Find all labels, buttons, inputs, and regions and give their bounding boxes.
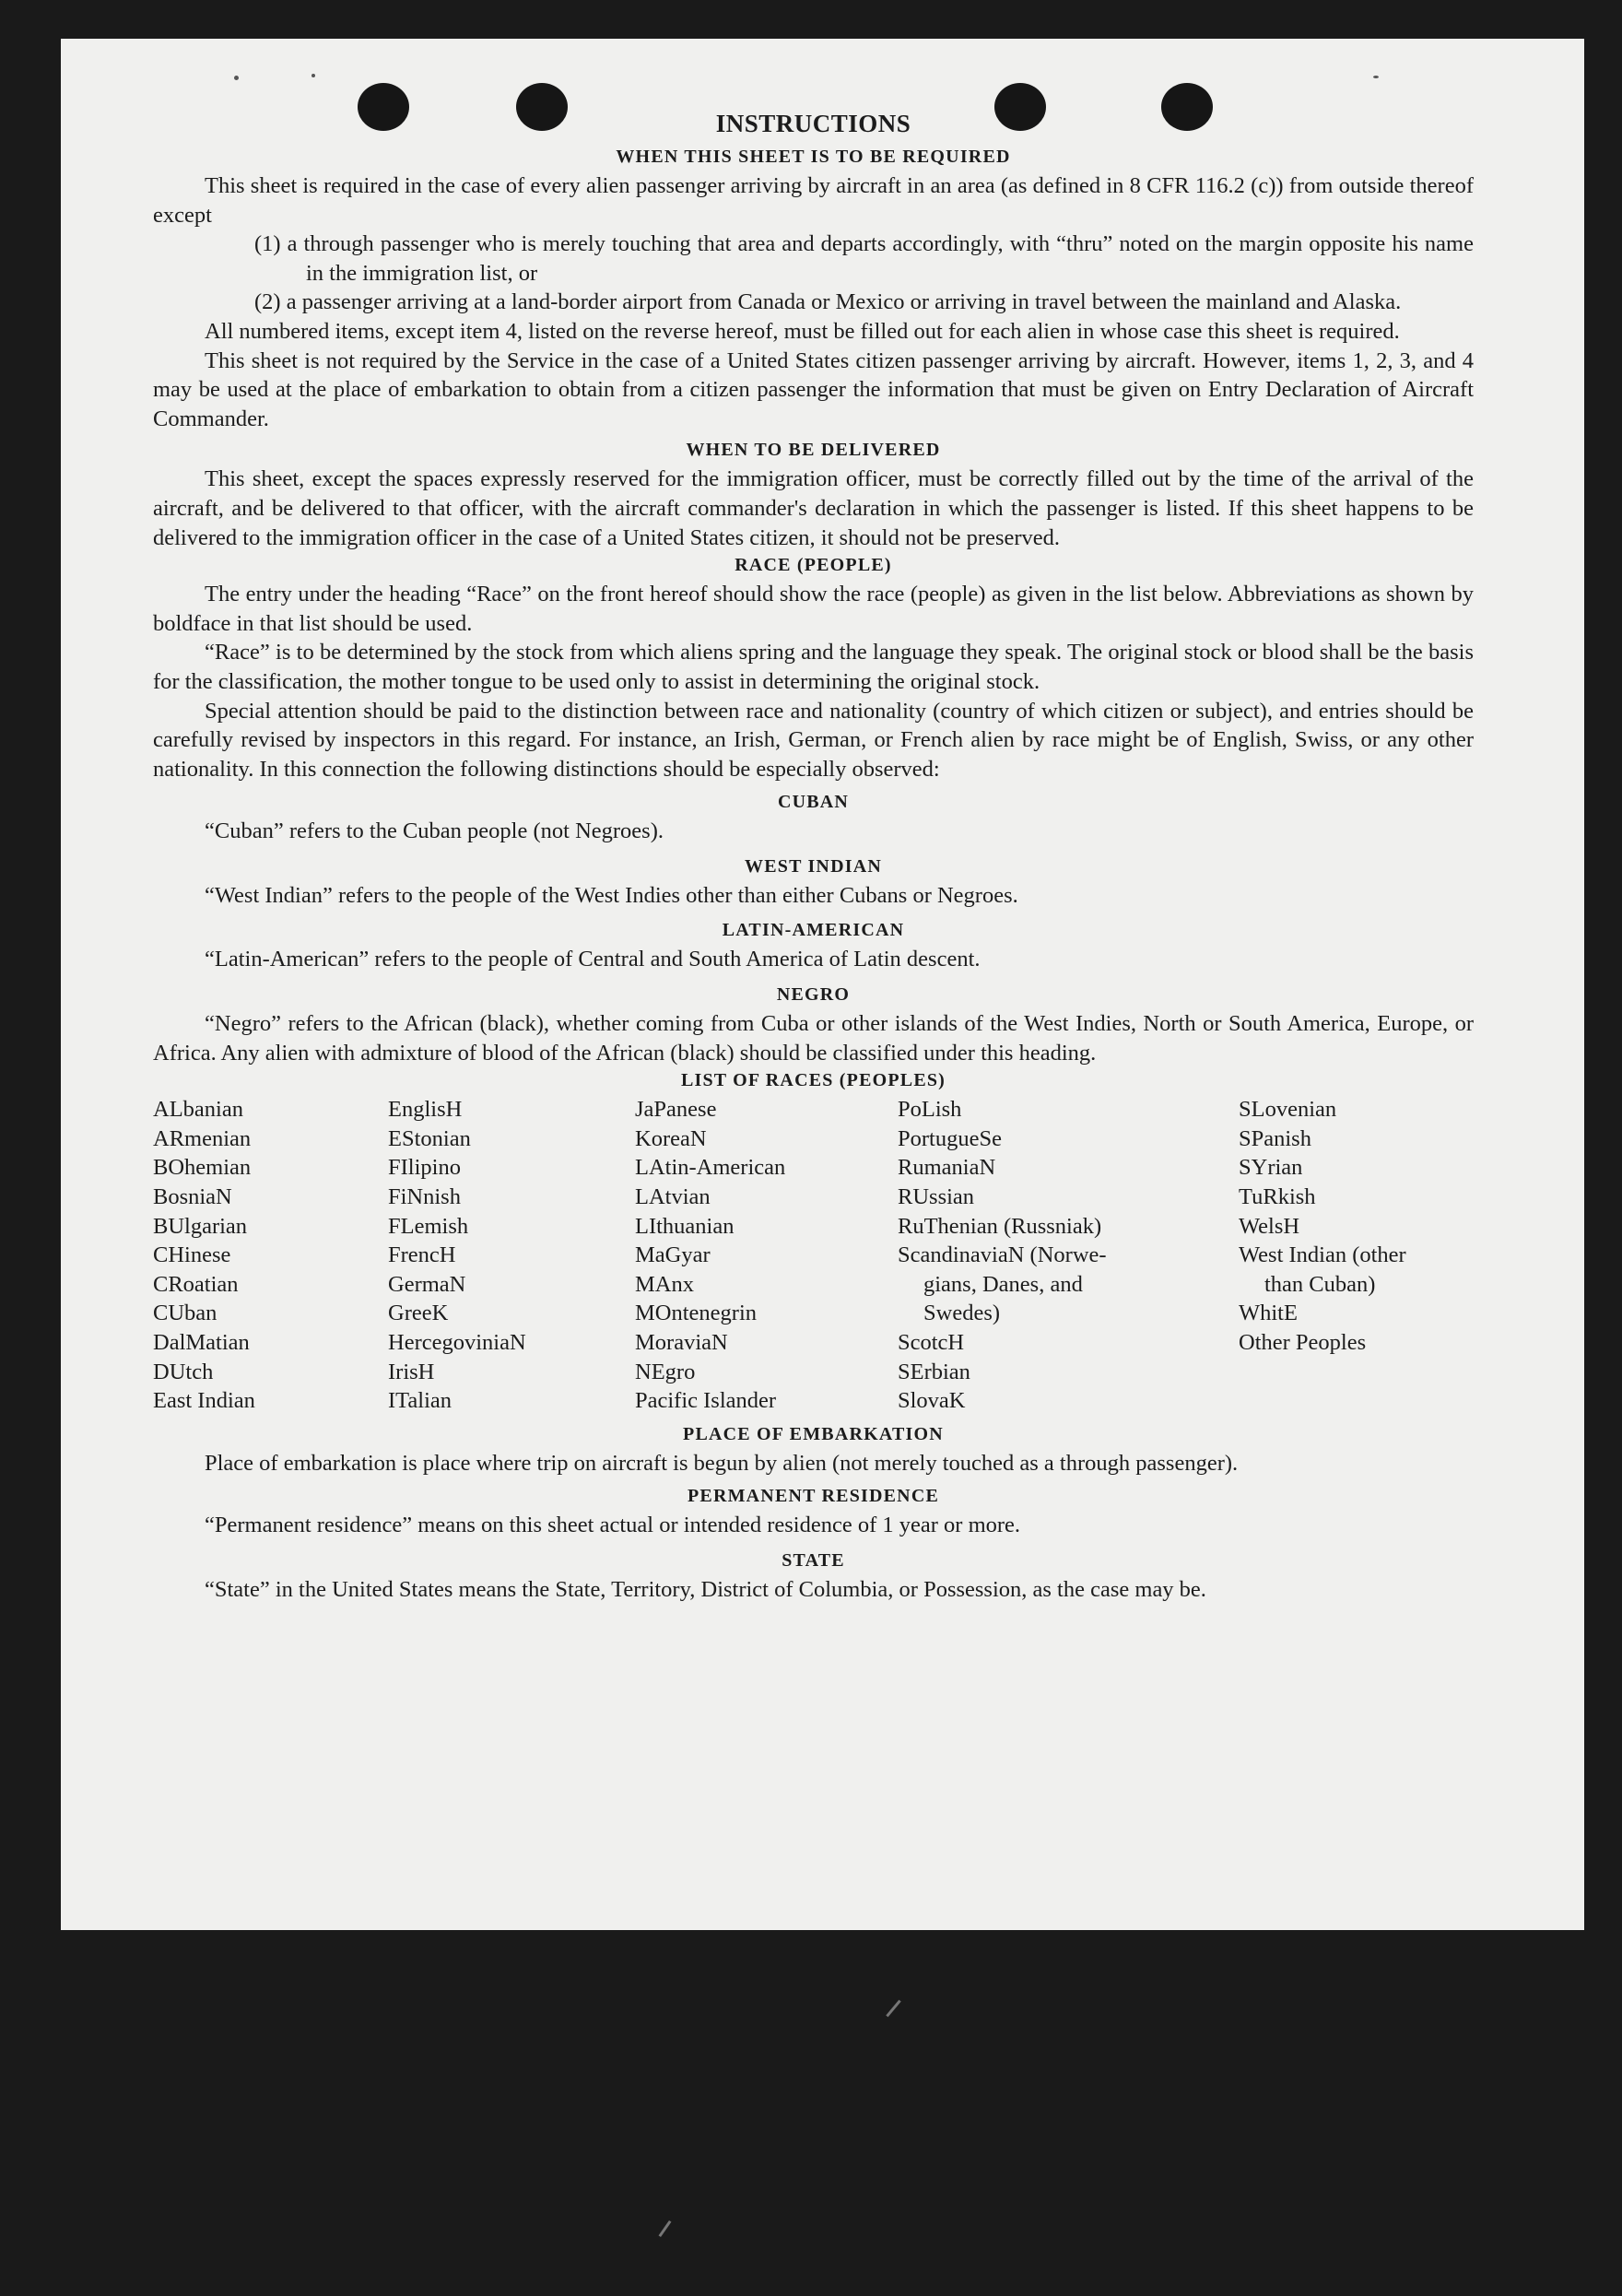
race-item: gians, Danes, and — [923, 1271, 1083, 1297]
races-column — [635, 1095, 898, 1416]
race-item: GermaN — [388, 1271, 466, 1297]
races-column — [898, 1095, 1239, 1416]
races-column — [1239, 1095, 1474, 1416]
race-item: than Cuban) — [1264, 1271, 1376, 1297]
paragraph: “West Indian” refers to the people of the West Indies other than either Cubans or Negroes. — [205, 882, 1018, 908]
races-column — [388, 1095, 635, 1416]
race-item: SlovaK — [898, 1388, 966, 1414]
speck — [234, 76, 239, 80]
race-item: Pacific Islander — [635, 1388, 777, 1414]
numbered-item: (1) a through passenger who is merely touching that area and departs accordingly, with “thru” noted on the margin opposite his name in the immigration list, or — [254, 231, 1474, 286]
race-item: CHinese — [153, 1242, 231, 1268]
races-column — [153, 1095, 388, 1416]
race-item: ALbanian — [153, 1097, 243, 1123]
numbered-item: (2) a passenger arriving at a land-border airport from Canada or Mexico or arriving in travel between the mainland and Alaska. — [254, 289, 1402, 315]
instruction-sheet — [61, 39, 1584, 1930]
paragraph: This sheet is not required by the Service in the case of a United States citizen passenger arriving by aircraft. However, items 1, 2, 3, and 4 may be used at the place of embarkation to obtain from a citizen passenger the information that must be given on Entry Declaration of Aircraft Commander. — [153, 347, 1474, 431]
punch-hole — [1161, 83, 1213, 131]
race-item: DalMatian — [153, 1330, 250, 1355]
race-item: Other Peoples — [1239, 1330, 1367, 1355]
heading-west-indian: WEST INDIAN — [745, 855, 882, 877]
race-item: SPanish — [1239, 1125, 1311, 1151]
punch-hole — [516, 83, 568, 131]
heading-state: STATE — [782, 1549, 845, 1571]
race-item: IrisH — [388, 1359, 435, 1384]
race-item: CRoatian — [153, 1271, 239, 1297]
paragraph: “State” in the United States means the State, Territory, District of Columbia, or Possession, as the case may be. — [205, 1576, 1206, 1602]
race-item: ARmenian — [153, 1125, 252, 1151]
speck — [311, 74, 315, 77]
paragraph: Special attention should be paid to the distinction between race and nationality (country of which citizen or subject), and entries should be carefully revised by inspectors in this regard. For instance, an Irish, German, or French alien by race might be of English, Swiss, or any other nationality. In this connection the following distinctions should be especially observed: — [153, 698, 1474, 782]
race-item: Swedes) — [923, 1301, 1001, 1326]
paragraph: All numbered items, except item 4, listed on the reverse hereof, must be filled out for each alien in whose case this sheet is required. — [205, 318, 1400, 344]
paragraph: The entry under the heading “Race” on the front hereof should show the race (people) as given in the list below. Abbreviations as shown by boldface in that list should be used. — [153, 582, 1474, 636]
race-item: FrencH — [388, 1242, 456, 1268]
race-item: BUlgarian — [153, 1213, 248, 1239]
race-item: EStonian — [388, 1125, 471, 1151]
paragraph: “Cuban” refers to the Cuban people (not Negroes). — [205, 818, 664, 844]
race-item: MAnx — [635, 1271, 694, 1297]
race-item: MOntenegrin — [635, 1301, 757, 1326]
race-item: WelsH — [1239, 1213, 1300, 1239]
race-item: PortugueSe — [898, 1125, 1002, 1151]
race-item: FiNnish — [388, 1184, 461, 1210]
race-item: GreeK — [388, 1301, 449, 1326]
race-item: SYrian — [1239, 1155, 1303, 1181]
heading-latin-american: LATIN-AMERICAN — [722, 920, 905, 941]
race-item: MaGyar — [635, 1242, 711, 1268]
paragraph: “Latin-American” refers to the people of Central and South America of Latin descent. — [205, 947, 981, 972]
speck — [1373, 76, 1379, 78]
punch-hole — [358, 83, 409, 131]
heading-negro: NEGRO — [776, 984, 851, 1006]
paragraph: This sheet is required in the case of every alien passenger arriving by aircraft in an area (as defined in 8 CFR 116.2 (c)) from outside thereof except — [153, 173, 1474, 228]
race-item: LIthuanian — [635, 1213, 735, 1239]
race-item: HercegoviniaN — [388, 1330, 526, 1355]
paragraph: This sheet, except the spaces expressly reserved for the immigration officer, must be correctly filled out by the time of the arrival of the aircraft, and be delivered to that officer, with the aircraft commander's declaration in which the passenger is listed. If this sheet happens to be delivered to the immigration officer in the case of a United States citizen, it should not be preserved. — [153, 466, 1474, 550]
race-item: KoreaN — [635, 1125, 707, 1151]
race-item: LAtin-American — [635, 1155, 786, 1181]
page-title: INSTRUCTIONS — [715, 110, 911, 137]
race-item: TuRkish — [1239, 1184, 1316, 1210]
race-item: RuThenian (Russniak) — [898, 1213, 1102, 1239]
speck — [886, 2000, 900, 2018]
race-item: DUtch — [153, 1359, 214, 1384]
race-item: MoraviaN — [635, 1330, 728, 1355]
race-item: EnglisH — [388, 1097, 463, 1123]
race-item: LAtvian — [635, 1184, 711, 1210]
race-item: ScotcH — [898, 1330, 965, 1355]
paragraph: “Race” is to be determined by the stock from which aliens spring and the language they speak. The original stock or blood shall be the basis for the classification, the mother tongue to be used only to assist in determining the original stock. — [153, 640, 1474, 694]
heading-permanent-residence: PERMANENT RESIDENCE — [687, 1486, 940, 1507]
race-item: NEgro — [635, 1359, 696, 1384]
race-item: BosniaN — [153, 1184, 232, 1210]
race-item: East Indian — [153, 1388, 255, 1414]
heading-cuban: CUBAN — [777, 792, 850, 813]
race-item: West Indian (other — [1239, 1242, 1406, 1268]
paragraph: “Negro” refers to the African (black), whether coming from Cuba or other islands of the West Indies, North or South America, Europe, or Africa. Any alien with admixture of blood of the African (black) should be classified under this heading. — [153, 1011, 1474, 1066]
punch-hole — [994, 83, 1046, 131]
speck — [659, 2220, 672, 2237]
race-item: ScandinaviaN (Norwe- — [898, 1242, 1107, 1268]
race-item: RUssian — [898, 1184, 975, 1210]
race-item: FIlipino — [388, 1155, 461, 1181]
race-item: WhitE — [1239, 1301, 1298, 1326]
race-item: PoLish — [898, 1097, 962, 1123]
race-item: FLemish — [388, 1213, 469, 1239]
race-item: ITalian — [388, 1388, 453, 1414]
paragraph: Place of embarkation is place where trip on aircraft is begun by alien (not merely touched as a through passenger). — [205, 1450, 1239, 1476]
heading-list-of-races: LIST OF RACES (PEOPLES) — [680, 1070, 946, 1091]
race-item: SLovenian — [1239, 1097, 1337, 1123]
heading-embarkation: PLACE OF EMBARKATION — [683, 1423, 944, 1444]
heading-race: RACE (PEOPLE) — [735, 555, 892, 576]
race-item: RumaniaN — [898, 1155, 996, 1181]
heading-required: WHEN THIS SHEET IS TO BE REQUIRED — [616, 147, 1011, 167]
race-item: CUban — [153, 1301, 217, 1326]
heading-delivered: WHEN TO BE DELIVERED — [686, 440, 941, 461]
race-item: BOhemian — [153, 1155, 252, 1181]
race-item: SErbian — [898, 1359, 970, 1384]
race-item: JaPanese — [635, 1097, 717, 1123]
races-list — [153, 1095, 1474, 1416]
paragraph: “Permanent residence” means on this sheet actual or intended residence of 1 year or more. — [205, 1513, 1021, 1538]
